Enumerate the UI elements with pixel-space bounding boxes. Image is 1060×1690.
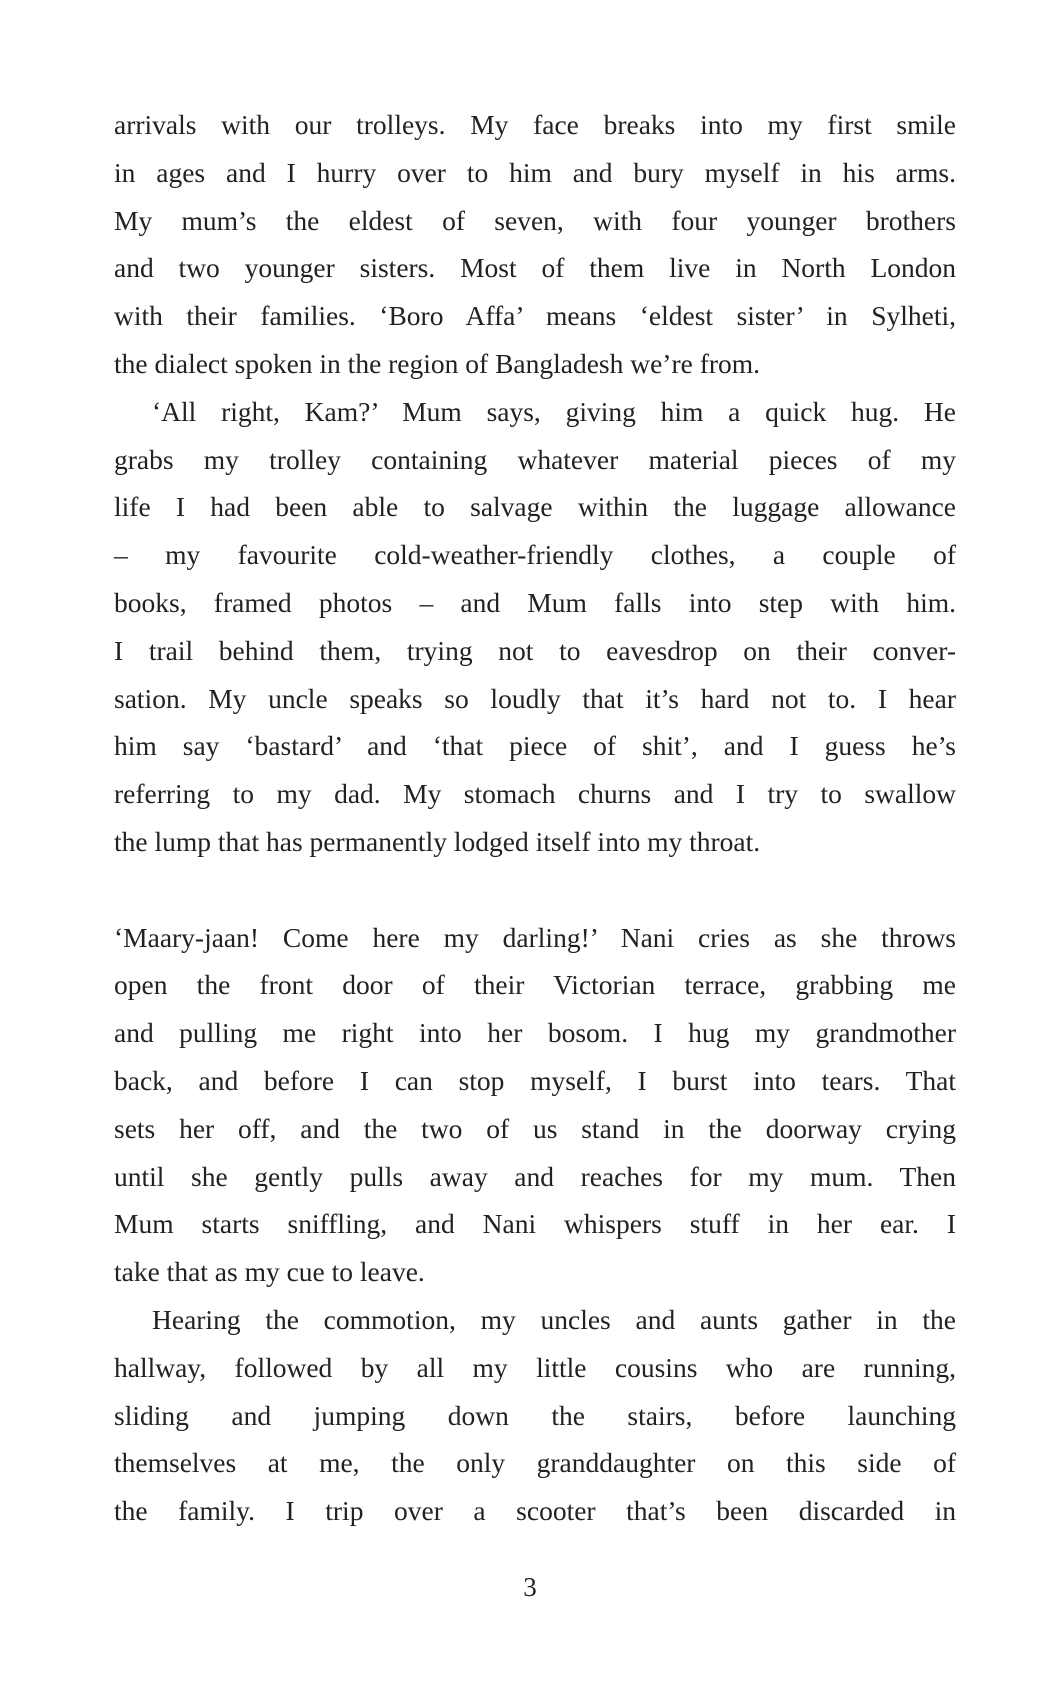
text-line: in ages and I hurry over to him and bury myself in his arms. [114, 156, 956, 188]
text-line: sets her off, and the two of us stand in the doorway crying [114, 1112, 956, 1144]
text-line: hallway, followed by all my little cousins who are running, [114, 1351, 956, 1383]
text-line: sliding and jumping down the stairs, before launching [114, 1399, 956, 1431]
text-line: take that as my cue to leave. [114, 1256, 425, 1288]
text-line: until she gently pulls away and reaches for my mum. Then [114, 1160, 956, 1192]
text-line: and two younger sisters. Most of them live in North London [114, 252, 956, 284]
text-line: themselves at me, the only granddaughter on this side of [114, 1447, 956, 1479]
paragraph [114, 1296, 956, 1535]
text-line: life I had been able to salvage within the luggage allowance [114, 491, 956, 523]
paragraph [114, 101, 956, 388]
text-line: I trail behind them, trying not to eavesdrop on their conver- [114, 634, 956, 666]
text-line: Hearing the commotion, my uncles and aunts gather in the [152, 1303, 956, 1335]
text-line: with their families. ‘Boro Affa’ means ‘eldest sister’ in Sylheti, [114, 300, 956, 332]
text-line: the dialect spoken in the region of Bangladesh we’re from. [114, 347, 761, 379]
text-line: open the front door of their Victorian terrace, grabbing me [114, 969, 956, 1001]
paragraph [114, 388, 956, 866]
text-line: sation. My uncle speaks so loudly that it’s hard not to. I hear [114, 682, 956, 714]
text-line: grabs my trolley containing whatever material pieces of my [114, 443, 956, 475]
text-line: arrivals with our trolleys. My face breaks into my first smile [114, 109, 956, 140]
text-line: – my favourite cold-weather-friendly clothes, a couple of [114, 539, 956, 571]
text-line: referring to my dad. My stomach churns and I try to swallow [114, 778, 956, 810]
text-line: ‘Maary-jaan! Come here my darling!’ Nani cries as she throws [114, 921, 956, 953]
paragraph [114, 914, 956, 1296]
text-line: books, framed photos – and Mum falls into step with him. [114, 586, 956, 618]
section-break [114, 866, 956, 914]
page-body [114, 101, 956, 1535]
text-line: Mum starts sniffling, and Nani whispers stuff in her ear. I [114, 1208, 956, 1240]
text-line: My mum’s the eldest of seven, with four younger brothers [114, 204, 956, 236]
text-line: back, and before I can stop myself, I burst into tears. That [114, 1064, 956, 1096]
page-number: 3 [523, 1572, 537, 1602]
text-line: ‘All right, Kam?’ Mum says, giving him a quick hug. He [152, 395, 956, 427]
text-line: him say ‘bastard’ and ‘that piece of shit’, and I guess he’s [114, 730, 956, 762]
text-line: the family. I trip over a scooter that’s been discarded in [114, 1495, 956, 1527]
text-line: the lump that has permanently lodged itself into my throat. [114, 825, 761, 857]
text-line: and pulling me right into her bosom. I hug my grandmother [114, 1017, 956, 1049]
